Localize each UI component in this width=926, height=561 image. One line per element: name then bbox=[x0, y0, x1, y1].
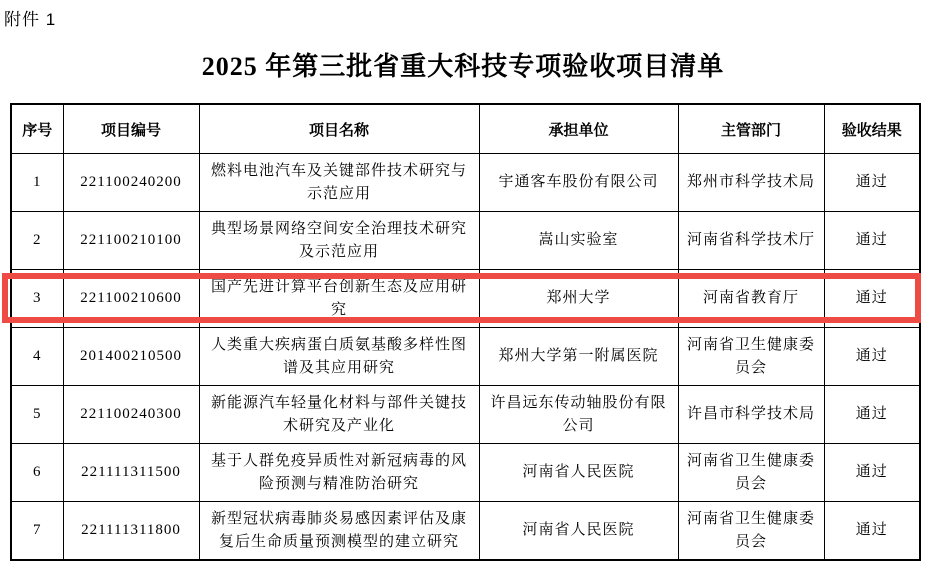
cell-competent-department: 河南省教育厅 bbox=[678, 270, 824, 328]
cell-acceptance-result: 通过 bbox=[824, 154, 920, 212]
cell-serial-number: 6 bbox=[11, 444, 63, 502]
header-dept: 主管部门 bbox=[678, 104, 824, 154]
cell-serial-number: 1 bbox=[11, 154, 63, 212]
table-row bbox=[11, 328, 920, 386]
cell-acceptance-result: 通过 bbox=[824, 502, 920, 561]
cell-acceptance-result: 通过 bbox=[824, 386, 920, 444]
cell-project-code: 201400210500 bbox=[63, 328, 199, 386]
page-title: 2025 年第三批省重大科技专项验收项目清单 bbox=[201, 52, 725, 81]
cell-competent-department: 河南省卫生健康委员会 bbox=[678, 328, 824, 386]
cell-project-name: 基于人群免疫异质性对新冠病毒的风险预测与精准防治研究 bbox=[199, 444, 479, 502]
cell-serial-number: 3 bbox=[11, 270, 63, 328]
cell-project-code: 221100210100 bbox=[63, 212, 199, 270]
cell-acceptance-result: 通过 bbox=[824, 444, 920, 502]
attachment-label: 附件 1 bbox=[4, 10, 57, 29]
cell-undertaking-unit: 郑州大学第一附属医院 bbox=[479, 328, 678, 386]
cell-project-name: 新能源汽车轻量化材料与部件关键技术研究及产业化 bbox=[199, 386, 479, 444]
cell-competent-department: 许昌市科学技术局 bbox=[678, 386, 824, 444]
table-row bbox=[11, 444, 920, 502]
cell-undertaking-unit: 河南省人民医院 bbox=[479, 502, 678, 561]
table-header-row bbox=[11, 104, 920, 154]
cell-undertaking-unit: 郑州大学 bbox=[479, 270, 678, 328]
cell-project-code: 221111311800 bbox=[63, 502, 199, 561]
cell-project-code: 221111311500 bbox=[63, 444, 199, 502]
projects-table bbox=[10, 103, 921, 561]
cell-undertaking-unit: 宇通客车股份有限公司 bbox=[479, 154, 678, 212]
cell-serial-number: 2 bbox=[11, 212, 63, 270]
header-no: 序号 bbox=[11, 104, 63, 154]
table-row bbox=[11, 154, 920, 212]
header-code: 项目编号 bbox=[63, 104, 199, 154]
table-row bbox=[11, 270, 920, 328]
cell-project-name: 人类重大疾病蛋白质氨基酸多样性图谱及其应用研究 bbox=[199, 328, 479, 386]
cell-project-name: 新型冠状病毒肺炎易感因素评估及康复后生命质量预测模型的建立研究 bbox=[199, 502, 479, 561]
cell-competent-department: 郑州市科学技术局 bbox=[678, 154, 824, 212]
header-name: 项目名称 bbox=[199, 104, 479, 154]
cell-competent-department: 河南省卫生健康委员会 bbox=[678, 444, 824, 502]
cell-serial-number: 5 bbox=[11, 386, 63, 444]
cell-project-code: 221100210600 bbox=[63, 270, 199, 328]
cell-project-name: 典型场景网络空间安全治理技术研究及示范应用 bbox=[199, 212, 479, 270]
header-result: 验收结果 bbox=[824, 104, 920, 154]
cell-competent-department: 河南省科学技术厅 bbox=[678, 212, 824, 270]
cell-serial-number: 7 bbox=[11, 502, 63, 561]
cell-competent-department: 河南省卫生健康委员会 bbox=[678, 502, 824, 561]
table-row bbox=[11, 502, 920, 561]
header-unit: 承担单位 bbox=[479, 104, 678, 154]
cell-serial-number: 4 bbox=[11, 328, 63, 386]
cell-project-name: 国产先进计算平台创新生态及应用研究 bbox=[199, 270, 479, 328]
cell-undertaking-unit: 嵩山实验室 bbox=[479, 212, 678, 270]
cell-undertaking-unit: 河南省人民医院 bbox=[479, 444, 678, 502]
cell-project-code: 221100240200 bbox=[63, 154, 199, 212]
cell-acceptance-result: 通过 bbox=[824, 328, 920, 386]
table-body bbox=[11, 154, 920, 561]
cell-acceptance-result: 通过 bbox=[824, 270, 920, 328]
table-row bbox=[11, 386, 920, 444]
cell-project-name: 燃料电池汽车及关键部件技术研究与示范应用 bbox=[199, 154, 479, 212]
cell-acceptance-result: 通过 bbox=[824, 212, 920, 270]
table-row bbox=[11, 212, 920, 270]
cell-undertaking-unit: 许昌远东传动轴股份有限公司 bbox=[479, 386, 678, 444]
cell-project-code: 221100240300 bbox=[63, 386, 199, 444]
